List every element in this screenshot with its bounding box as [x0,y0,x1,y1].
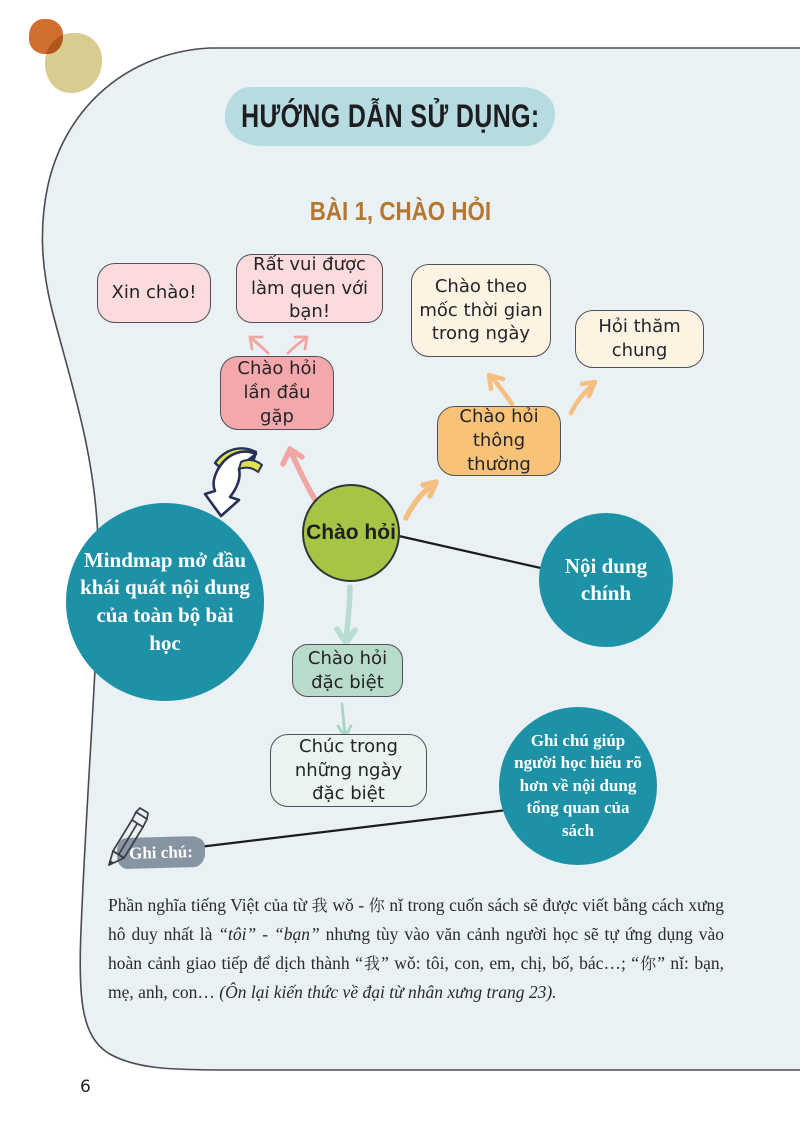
page-title: HƯỚNG DẪN SỬ DỤNG: [240,98,540,134]
node-chao-hoi-lan-dau: Chào hỏi lần đầu gặp [220,356,334,430]
note-paragraph: Phần nghĩa tiếng Việt của từ 我 wǒ - 你 nǐ trong cuốn sách sẽ được viết bằng cách xưng hô duy nhất là “tôi” - “bạn” nhưng tùy vào văn cảnh người học sẽ tự ứng dụng vào hoàn cảnh giao tiếp để dịch thành “我” wǒ: tôi, con, em, chị, bố, bác…; “你” nǐ: bạn, mẹ, anh, con… (Ôn lại kiến thức về đại từ nhân xưng trang 23). [108,894,724,1002]
center-node-chao-hoi: Chào hỏi [302,484,400,582]
title-banner [225,87,555,146]
node-chuc-ngay-dac-biet: Chúc trong những ngày đặc biệt [270,734,427,807]
annotation-circle-ghi-chu: Ghi chú giúp người học hiểu rõ hơn về nội dung tổng quan của sách [499,707,657,865]
note-label: Ghi chú: [117,836,206,869]
annotation-circle-mindmap: Mindmap mở đầu khái quát nội dung của toàn bộ bài học [66,503,264,701]
node-xin-chao: Xin chào! [97,263,211,323]
node-chao-hoi-dac-biet: Chào hỏi đặc biệt [292,644,403,697]
lesson-subtitle: BÀI 1, CHÀO HỎI [309,196,491,226]
node-chao-theo-moc: Chào theo mốc thời gian trong ngày [411,264,551,357]
node-hoi-tham-chung: Hỏi thăm chung [575,310,704,368]
annotation-circle-noi-dung: Nội dung chính [539,513,673,647]
node-rat-vui: Rất vui được làm quen với bạn! [236,254,383,323]
page-number: 6 [80,1077,91,1097]
node-chao-hoi-thong-thuong: Chào hỏi thông thường [437,406,561,476]
